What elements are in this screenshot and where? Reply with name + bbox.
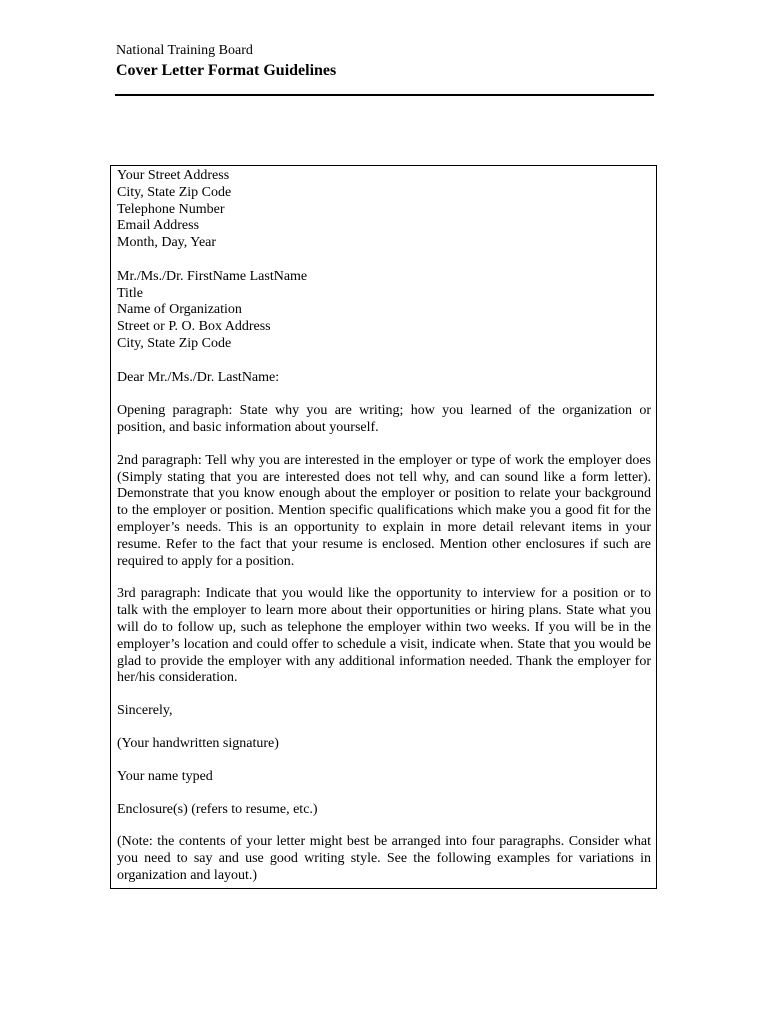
header-divider	[115, 94, 654, 96]
sender-city-state-zip: City, State Zip Code	[117, 184, 232, 200]
recipient-name: Mr./Ms./Dr. FirstName LastName	[117, 268, 308, 284]
letter-template-box	[110, 165, 657, 889]
recipient-organization: Name of Organization	[117, 302, 242, 318]
typed-name: Your name typed	[117, 768, 213, 784]
sender-email: Email Address	[117, 218, 200, 234]
sender-block	[117, 168, 651, 252]
recipient-title: Title	[117, 285, 143, 301]
organization-name: National Training Board	[116, 43, 253, 58]
sender-street: Your Street Address	[117, 168, 230, 183]
document-title: Cover Letter Format Guidelines	[116, 62, 337, 79]
recipient-block	[117, 269, 651, 353]
enclosures-line: Enclosure(s) (refers to resume, etc.)	[117, 801, 318, 817]
recipient-street: Street or P. O. Box Address	[117, 319, 271, 335]
second-paragraph: 2nd paragraph: Tell why you are interested in the employer or type of work the employer does (Simply stating that you are interested does not tell why, and can sound like a form letter). Demonstrate that you know enough about the employer or position to relate your background to the employer or position. Mention specific qualifications which make you a good fit for the employer’s needs. This is an opportunity to explain in more detail relevant items in your resume. Refer to the fact that your resume is enclosed. Mention other enclosures if such are required to apply for a position.	[117, 452, 651, 569]
opening-paragraph: Opening paragraph: State why you are writing; how you learned of the organization or position, and basic information about yourself.	[117, 403, 651, 435]
spacer	[117, 353, 651, 370]
spacer	[117, 386, 651, 403]
note-paragraph: (Note: the contents of your letter might best be arranged into four paragraphs. Consider what you need to say and use good writing style. See the following examples for variations in organization and layout.)	[117, 834, 651, 883]
letter-date: Month, Day, Year	[117, 235, 217, 251]
recipient-city-state-zip: City, State Zip Code	[117, 335, 232, 351]
signature-placeholder: (Your handwritten signature)	[117, 735, 279, 751]
sender-telephone: Telephone Number	[117, 201, 225, 217]
closing-line: Sincerely,	[117, 703, 173, 719]
salutation: Dear Mr./Ms./Dr. LastName:	[117, 369, 280, 385]
spacer	[117, 252, 651, 269]
third-paragraph: 3rd paragraph: Indicate that you would like the opportunity to interview for a position or to talk with the employer to learn more about their opportunities or hiring plans. State what you will do to follow up, such as telephone the employer within two weeks. If you will be in the employer’s location and could offer to schedule a visit, indicate when. State that you would be glad to provide the employer with any additional information needed. Thank the employer for her/his consideration.	[117, 586, 651, 686]
